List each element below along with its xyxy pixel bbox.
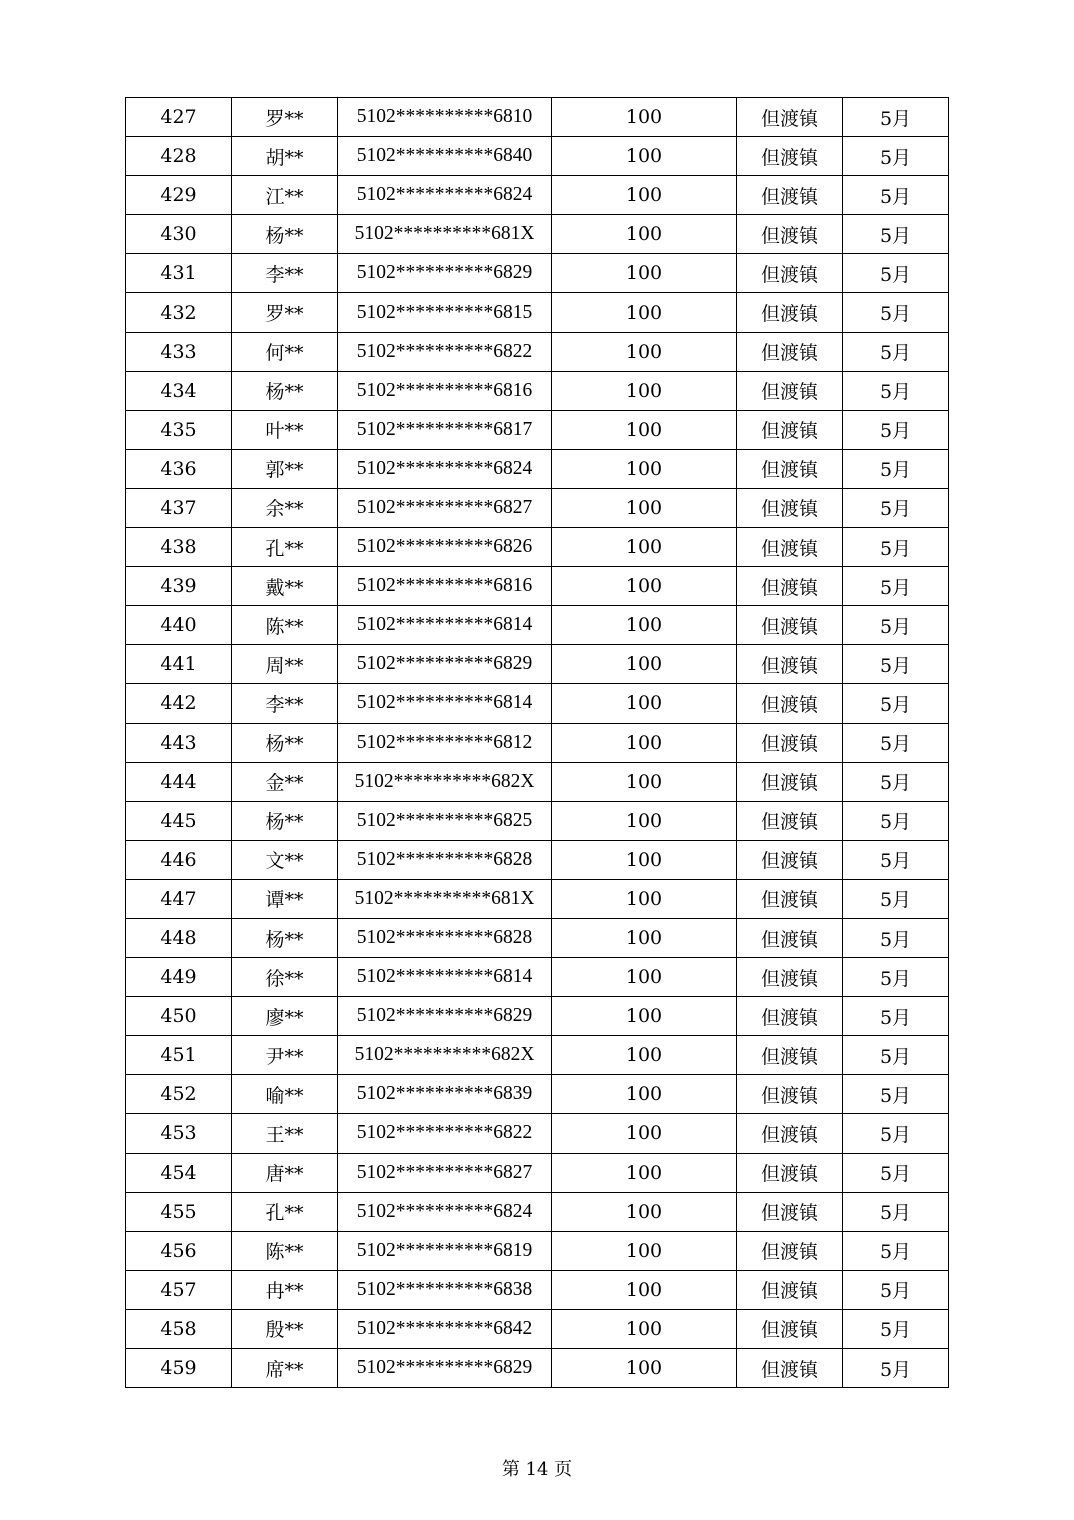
cell-month: 5月 [843, 1114, 949, 1153]
cell-name: 戴** [232, 567, 338, 606]
cell-id-number: 5102**********682X [338, 762, 552, 801]
cell-amount: 100 [552, 645, 737, 684]
cell-name: 陈** [232, 606, 338, 645]
cell-month: 5月 [843, 801, 949, 840]
table-row [126, 606, 949, 645]
cell-town: 但渡镇 [737, 1153, 843, 1192]
cell-town: 但渡镇 [737, 332, 843, 371]
cell-name: 喻** [232, 1075, 338, 1114]
cell-id-number: 5102**********6838 [338, 1270, 552, 1309]
cell-id-number: 5102**********6819 [338, 1231, 552, 1270]
cell-amount: 100 [552, 567, 737, 606]
cell-town: 但渡镇 [737, 410, 843, 449]
cell-id-number: 5102**********6829 [338, 645, 552, 684]
cell-serial-number: 434 [126, 371, 232, 410]
cell-name: 尹** [232, 1036, 338, 1075]
cell-id-number: 5102**********6816 [338, 567, 552, 606]
table-row [126, 1349, 949, 1388]
cell-month: 5月 [843, 1075, 949, 1114]
cell-month: 5月 [843, 98, 949, 137]
cell-id-number: 5102**********6824 [338, 449, 552, 488]
cell-name: 李** [232, 684, 338, 723]
cell-amount: 100 [552, 1114, 737, 1153]
cell-serial-number: 453 [126, 1114, 232, 1153]
cell-town: 但渡镇 [737, 1309, 843, 1348]
table-row [126, 684, 949, 723]
cell-month: 5月 [843, 449, 949, 488]
cell-month: 5月 [843, 410, 949, 449]
table-row [126, 1153, 949, 1192]
table-row [126, 567, 949, 606]
cell-id-number: 5102**********6827 [338, 1153, 552, 1192]
cell-serial-number: 435 [126, 410, 232, 449]
cell-id-number: 5102**********681X [338, 215, 552, 254]
cell-name: 何** [232, 332, 338, 371]
cell-id-number: 5102**********6824 [338, 1192, 552, 1231]
cell-amount: 100 [552, 1075, 737, 1114]
cell-name: 陈** [232, 1231, 338, 1270]
cell-name: 杨** [232, 371, 338, 410]
table-row [126, 1075, 949, 1114]
cell-amount: 100 [552, 1192, 737, 1231]
cell-amount: 100 [552, 176, 737, 215]
cell-month: 5月 [843, 332, 949, 371]
cell-town: 但渡镇 [737, 645, 843, 684]
cell-serial-number: 452 [126, 1075, 232, 1114]
cell-name: 冉** [232, 1270, 338, 1309]
cell-name: 谭** [232, 879, 338, 918]
cell-month: 5月 [843, 645, 949, 684]
cell-town: 但渡镇 [737, 1192, 843, 1231]
cell-name: 唐** [232, 1153, 338, 1192]
cell-amount: 100 [552, 1036, 737, 1075]
cell-serial-number: 459 [126, 1349, 232, 1388]
recipient-table [125, 97, 949, 1388]
cell-id-number: 5102**********6829 [338, 1349, 552, 1388]
table-row [126, 1270, 949, 1309]
cell-name: 杨** [232, 723, 338, 762]
cell-town: 但渡镇 [737, 1349, 843, 1388]
cell-serial-number: 458 [126, 1309, 232, 1348]
cell-amount: 100 [552, 254, 737, 293]
cell-town: 但渡镇 [737, 606, 843, 645]
cell-month: 5月 [843, 762, 949, 801]
cell-id-number: 5102**********6828 [338, 918, 552, 957]
table-row [126, 879, 949, 918]
cell-name: 孔** [232, 1192, 338, 1231]
cell-id-number: 5102**********681X [338, 879, 552, 918]
cell-serial-number: 428 [126, 137, 232, 176]
cell-id-number: 5102**********6814 [338, 684, 552, 723]
table-row [126, 371, 949, 410]
cell-amount: 100 [552, 332, 737, 371]
cell-id-number: 5102**********6829 [338, 254, 552, 293]
table-row [126, 801, 949, 840]
cell-town: 但渡镇 [737, 98, 843, 137]
cell-month: 5月 [843, 1270, 949, 1309]
cell-month: 5月 [843, 1231, 949, 1270]
cell-id-number: 5102**********6822 [338, 1114, 552, 1153]
cell-id-number: 5102**********6829 [338, 997, 552, 1036]
cell-serial-number: 438 [126, 528, 232, 567]
table-row [126, 723, 949, 762]
cell-id-number: 5102**********6842 [338, 1309, 552, 1348]
cell-month: 5月 [843, 254, 949, 293]
cell-town: 但渡镇 [737, 1036, 843, 1075]
cell-amount: 100 [552, 606, 737, 645]
table-row [126, 332, 949, 371]
cell-town: 但渡镇 [737, 137, 843, 176]
table-row [126, 1231, 949, 1270]
cell-serial-number: 451 [126, 1036, 232, 1075]
cell-amount: 100 [552, 98, 737, 137]
cell-month: 5月 [843, 528, 949, 567]
cell-amount: 100 [552, 1153, 737, 1192]
table-row [126, 410, 949, 449]
cell-id-number: 5102**********6810 [338, 98, 552, 137]
cell-amount: 100 [552, 1349, 737, 1388]
cell-name: 胡** [232, 137, 338, 176]
cell-month: 5月 [843, 918, 949, 957]
cell-town: 但渡镇 [737, 801, 843, 840]
cell-amount: 100 [552, 762, 737, 801]
cell-town: 但渡镇 [737, 879, 843, 918]
cell-serial-number: 455 [126, 1192, 232, 1231]
cell-town: 但渡镇 [737, 1075, 843, 1114]
table-row [126, 958, 949, 997]
cell-amount: 100 [552, 449, 737, 488]
cell-name: 叶** [232, 410, 338, 449]
cell-serial-number: 442 [126, 684, 232, 723]
cell-serial-number: 440 [126, 606, 232, 645]
cell-id-number: 5102**********6822 [338, 332, 552, 371]
cell-town: 但渡镇 [737, 567, 843, 606]
cell-serial-number: 457 [126, 1270, 232, 1309]
cell-amount: 100 [552, 1309, 737, 1348]
table-row [126, 1036, 949, 1075]
cell-amount: 100 [552, 958, 737, 997]
cell-amount: 100 [552, 1270, 737, 1309]
cell-id-number: 5102**********6814 [338, 958, 552, 997]
cell-id-number: 5102**********6827 [338, 488, 552, 527]
cell-id-number: 5102**********6812 [338, 723, 552, 762]
cell-town: 但渡镇 [737, 1270, 843, 1309]
table-row [126, 840, 949, 879]
cell-amount: 100 [552, 918, 737, 957]
cell-name: 廖** [232, 997, 338, 1036]
cell-id-number: 5102**********6825 [338, 801, 552, 840]
cell-month: 5月 [843, 879, 949, 918]
cell-amount: 100 [552, 488, 737, 527]
table-row [126, 997, 949, 1036]
cell-town: 但渡镇 [737, 684, 843, 723]
cell-amount: 100 [552, 1231, 737, 1270]
cell-name: 徐** [232, 958, 338, 997]
cell-amount: 100 [552, 528, 737, 567]
cell-serial-number: 430 [126, 215, 232, 254]
table-row [126, 1114, 949, 1153]
cell-month: 5月 [843, 1153, 949, 1192]
table-row [126, 645, 949, 684]
cell-month: 5月 [843, 176, 949, 215]
cell-amount: 100 [552, 723, 737, 762]
table-row [126, 293, 949, 332]
cell-amount: 100 [552, 879, 737, 918]
page-number: 第 14 页 [501, 1459, 573, 1480]
cell-month: 5月 [843, 1309, 949, 1348]
cell-name: 郭** [232, 449, 338, 488]
cell-id-number: 5102**********6814 [338, 606, 552, 645]
table-row [126, 488, 949, 527]
cell-serial-number: 432 [126, 293, 232, 332]
cell-amount: 100 [552, 840, 737, 879]
cell-serial-number: 443 [126, 723, 232, 762]
cell-town: 但渡镇 [737, 1231, 843, 1270]
cell-month: 5月 [843, 997, 949, 1036]
cell-month: 5月 [843, 684, 949, 723]
cell-month: 5月 [843, 488, 949, 527]
cell-amount: 100 [552, 137, 737, 176]
cell-id-number: 5102**********6817 [338, 410, 552, 449]
cell-town: 但渡镇 [737, 958, 843, 997]
cell-month: 5月 [843, 137, 949, 176]
cell-amount: 100 [552, 371, 737, 410]
cell-name: 余** [232, 488, 338, 527]
cell-month: 5月 [843, 1036, 949, 1075]
cell-month: 5月 [843, 293, 949, 332]
cell-serial-number: 429 [126, 176, 232, 215]
table-row [126, 1192, 949, 1231]
cell-id-number: 5102**********6839 [338, 1075, 552, 1114]
table-row [126, 215, 949, 254]
cell-town: 但渡镇 [737, 918, 843, 957]
cell-town: 但渡镇 [737, 762, 843, 801]
cell-name: 孔** [232, 528, 338, 567]
cell-name: 罗** [232, 293, 338, 332]
cell-town: 但渡镇 [737, 215, 843, 254]
cell-serial-number: 437 [126, 488, 232, 527]
cell-amount: 100 [552, 215, 737, 254]
cell-month: 5月 [843, 1349, 949, 1388]
cell-town: 但渡镇 [737, 488, 843, 527]
cell-serial-number: 431 [126, 254, 232, 293]
cell-name: 江** [232, 176, 338, 215]
table-row [126, 176, 949, 215]
cell-name: 席** [232, 1349, 338, 1388]
cell-name: 殷** [232, 1309, 338, 1348]
table-row [126, 918, 949, 957]
cell-town: 但渡镇 [737, 254, 843, 293]
cell-name: 文** [232, 840, 338, 879]
cell-amount: 100 [552, 410, 737, 449]
cell-town: 但渡镇 [737, 371, 843, 410]
table-row [126, 528, 949, 567]
cell-month: 5月 [843, 840, 949, 879]
cell-town: 但渡镇 [737, 1114, 843, 1153]
cell-id-number: 5102**********6826 [338, 528, 552, 567]
cell-serial-number: 449 [126, 958, 232, 997]
cell-serial-number: 433 [126, 332, 232, 371]
cell-town: 但渡镇 [737, 449, 843, 488]
cell-amount: 100 [552, 684, 737, 723]
cell-name: 杨** [232, 918, 338, 957]
cell-serial-number: 448 [126, 918, 232, 957]
table-row [126, 762, 949, 801]
cell-town: 但渡镇 [737, 176, 843, 215]
cell-amount: 100 [552, 997, 737, 1036]
table-row [126, 98, 949, 137]
cell-town: 但渡镇 [737, 528, 843, 567]
cell-serial-number: 445 [126, 801, 232, 840]
cell-town: 但渡镇 [737, 840, 843, 879]
cell-serial-number: 436 [126, 449, 232, 488]
cell-name: 杨** [232, 801, 338, 840]
cell-id-number: 5102**********6828 [338, 840, 552, 879]
cell-month: 5月 [843, 958, 949, 997]
cell-town: 但渡镇 [737, 293, 843, 332]
cell-id-number: 5102**********6815 [338, 293, 552, 332]
cell-serial-number: 441 [126, 645, 232, 684]
cell-id-number: 5102**********6816 [338, 371, 552, 410]
cell-month: 5月 [843, 567, 949, 606]
table-row [126, 137, 949, 176]
cell-id-number: 5102**********682X [338, 1036, 552, 1075]
cell-serial-number: 456 [126, 1231, 232, 1270]
cell-serial-number: 427 [126, 98, 232, 137]
table-row [126, 1309, 949, 1348]
cell-month: 5月 [843, 723, 949, 762]
cell-name: 李** [232, 254, 338, 293]
cell-month: 5月 [843, 1192, 949, 1231]
cell-name: 周** [232, 645, 338, 684]
cell-town: 但渡镇 [737, 723, 843, 762]
cell-month: 5月 [843, 606, 949, 645]
cell-town: 但渡镇 [737, 997, 843, 1036]
cell-id-number: 5102**********6840 [338, 137, 552, 176]
cell-serial-number: 446 [126, 840, 232, 879]
cell-serial-number: 447 [126, 879, 232, 918]
cell-id-number: 5102**********6824 [338, 176, 552, 215]
table-row [126, 254, 949, 293]
cell-name: 王** [232, 1114, 338, 1153]
cell-name: 罗** [232, 98, 338, 137]
cell-serial-number: 444 [126, 762, 232, 801]
cell-name: 金** [232, 762, 338, 801]
cell-amount: 100 [552, 293, 737, 332]
cell-serial-number: 439 [126, 567, 232, 606]
cell-month: 5月 [843, 371, 949, 410]
table-row [126, 449, 949, 488]
cell-serial-number: 450 [126, 997, 232, 1036]
cell-name: 杨** [232, 215, 338, 254]
cell-serial-number: 454 [126, 1153, 232, 1192]
table-body [126, 98, 949, 1388]
cell-month: 5月 [843, 215, 949, 254]
cell-amount: 100 [552, 801, 737, 840]
